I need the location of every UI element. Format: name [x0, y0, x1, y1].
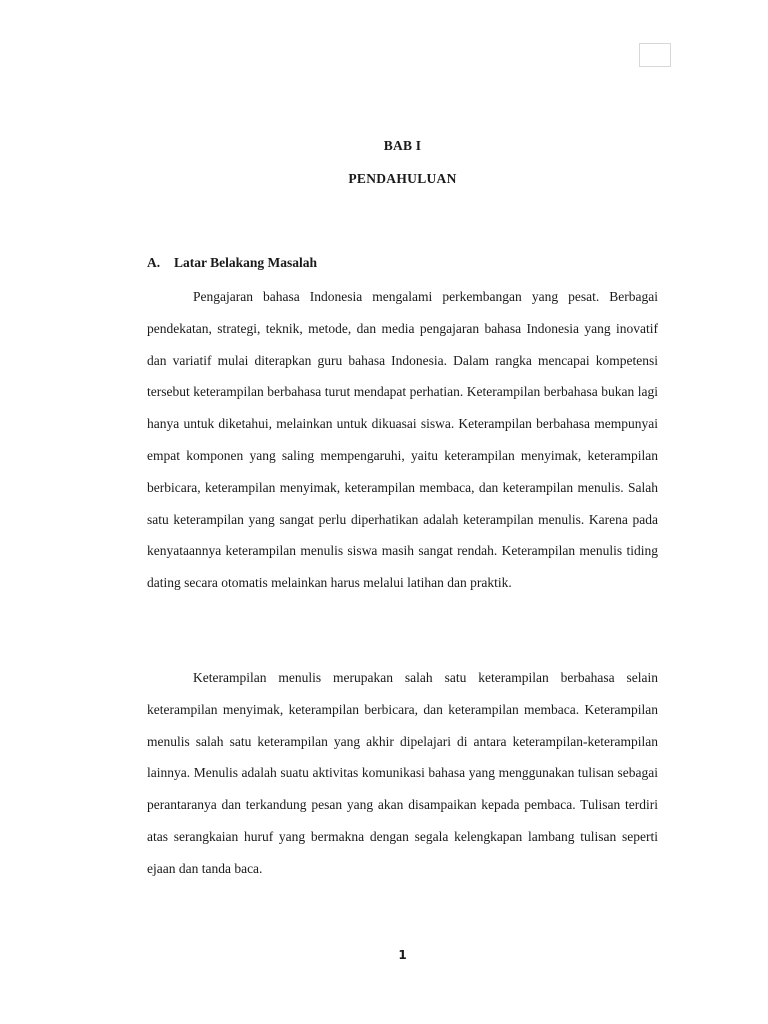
section-title: Latar Belakang Masalah: [174, 255, 318, 270]
chapter-title: PENDAHULUAN: [348, 171, 457, 186]
paragraph: Pengajaran bahasa Indonesia mengalami perkembangan yang pesat. Berbagai pendekatan, strategi, teknik, metode, dan media pengajaran bahasa Indonesia yang inovatif dan variatif mulai diterapkan guru bahasa Indonesia. Dalam rangka mencapai kompetensi tersebut keterampilan berbahasa turut mendapat perhatian. Keterampilan berbahasa bukan lagi hanya untuk diketahui, melainkan untuk dikuasai siswa. Keterampilan berbahasa mempunyai empat komponen yang saling mempengaruhi, yaitu keterampilan menyimak, keterampilan berbicara, keterampilan menyimak, keterampilan membaca, dan keterampilan menulis. Salah satu keterampilan yang sangat perlu diperhatikan adalah keterampilan menulis. Karena pada kenyataannya keterampilan menulis siswa masih sangat rendah. Keterampilan menulis tiding dating secara otomatis melainkan harus melalui latihan dan praktik.: [147, 289, 658, 591]
section-letter: A.: [147, 255, 161, 270]
paragraph-block-2: [147, 662, 658, 885]
paragraph-block-1: [147, 281, 658, 599]
paragraph: Keterampilan menulis merupakan salah satu keterampilan berbahasa selain keterampilan menyimak, keterampilan berbicara, dan keterampilan membaca. Keterampilan menulis salah satu keterampilan yang akhir dipelajari di antara keterampilan-keterampilan lainnya. Menulis adalah suatu aktivitas komunikasi bahasa yang menggunakan tulisan sebagai perantaranya dan terkandung pesan yang akan disampaikan kepada pembaca. Tulisan terdiri atas serangkaian huruf yang bermakna dengan segala kelengkapan lambang tulisan seperti ejaan dan tanda baca.: [147, 670, 658, 876]
chapter-number: BAB I: [383, 138, 422, 153]
header-placeholder-box: [639, 43, 671, 67]
page-number: 1: [398, 948, 407, 962]
section-heading: [147, 255, 317, 271]
